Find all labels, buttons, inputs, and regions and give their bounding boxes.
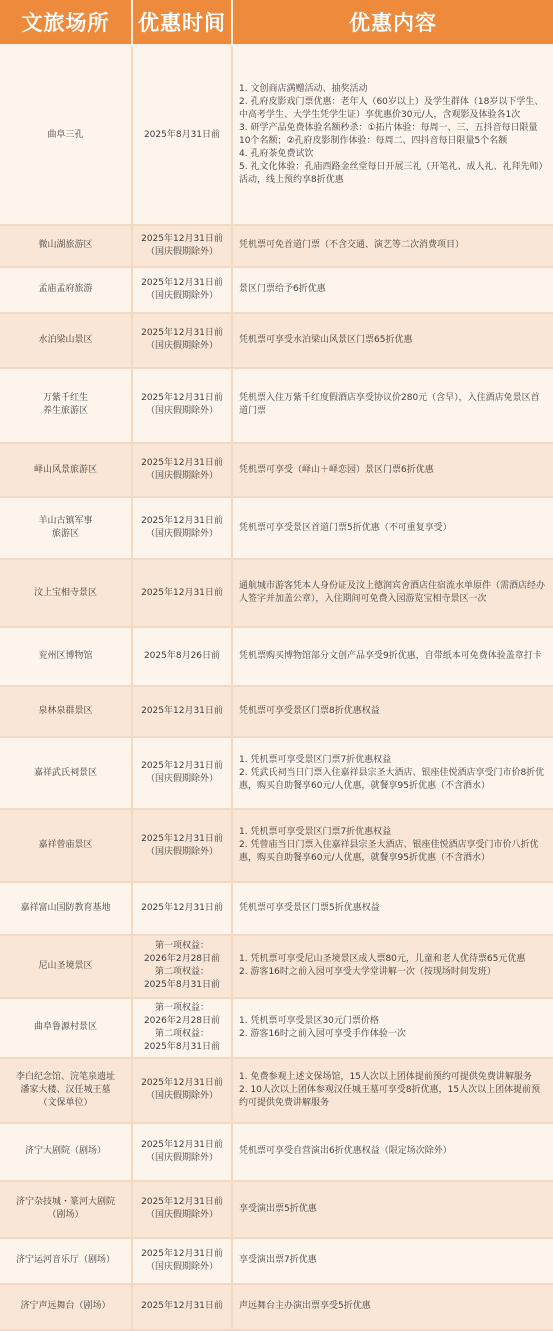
content-text: 2. 游客16时之前入园可享受大学堂讲解一次（按现场时间发班）	[239, 967, 496, 978]
content-text: 凭机票入住万紫千红度假酒店享受协议价280元（含早），入住酒店免景区首道门票	[239, 393, 540, 417]
time-text: （国庆假期除外）	[145, 774, 218, 785]
venue-text: （文保单位）	[38, 1097, 93, 1108]
content-text: 凭机票购买博物馆部分文创产品享受9折优惠，自带纸本可免费体验盖章打卡	[239, 651, 542, 662]
time-text: （国庆假期除外）	[145, 529, 218, 540]
content-text: 1. 文创商店满赠活动、抽奖活动	[239, 84, 368, 95]
venue-text: 水泊梁山景区	[38, 334, 93, 345]
time-text: 2025年12月31日前	[141, 1248, 223, 1259]
time-text: 2025年8月26日前	[143, 651, 221, 662]
venue-text: 孟庙孟府旅游	[38, 284, 93, 295]
venue-cell	[0, 935, 132, 999]
time-text: 2025年12月31日前	[141, 1197, 223, 1208]
content-cell	[232, 882, 553, 935]
table-row	[0, 1238, 553, 1284]
content-text: 2. 孔府皮影戏门票优惠：老年人（60岁以上）及学生群体（18岁以下学生、中高考学生、大学生凭学生证）享优惠价30元/人，含观影及体验各1次	[239, 97, 544, 121]
content-cell	[232, 497, 553, 559]
table-row	[0, 225, 553, 267]
content-cell	[232, 809, 553, 881]
venue-text: 李白纪念馆、浣笔泉遗址	[15, 1071, 115, 1082]
venue-text: 曲阜三孔	[47, 129, 84, 140]
time-cell	[132, 935, 232, 999]
venue-cell	[0, 1238, 132, 1284]
venue-text: 嘉祥曾庙景区	[38, 840, 93, 851]
venue-cell	[0, 45, 132, 225]
time-cell	[132, 443, 232, 498]
content-text: 凭机票可享受自营演出6折优惠权益（限定场次除外）	[239, 1146, 452, 1157]
venue-cell	[0, 368, 132, 443]
venue-text: 旅游区	[51, 529, 79, 540]
table-row	[0, 443, 553, 498]
content-text: 景区门票给予6折优惠	[239, 284, 326, 295]
table-row	[0, 1058, 553, 1124]
time-text: 2025年8月31日前	[143, 129, 221, 140]
time-cell	[132, 225, 232, 267]
venue-cell	[0, 313, 132, 368]
table-row	[0, 998, 553, 1057]
time-cell	[132, 497, 232, 559]
table-row	[0, 935, 553, 999]
venue-text: 济宁大剧院（剧场）	[24, 1146, 106, 1157]
time-text: （国庆假期除外）	[145, 1210, 218, 1221]
venue-cell	[0, 1284, 132, 1330]
content-text: 1. 凭机票可享受景区30元门票价格	[239, 1015, 379, 1026]
time-cell	[132, 1284, 232, 1330]
time-text: （国庆假期除外）	[145, 1261, 218, 1272]
time-text: 2025年12月31日前	[141, 1301, 223, 1312]
table-row	[0, 1123, 553, 1180]
time-cell	[132, 559, 232, 627]
table-row	[0, 313, 553, 368]
time-text: 2025年12月31日前	[141, 833, 223, 844]
venue-cell	[0, 998, 132, 1057]
time-text: 2025年12月31日前	[141, 1078, 223, 1089]
content-text: 2. 凭曾庙当日门票入住嘉祥县宗圣大酒店、银座佳悦酒店享受门市价八折优惠，购买自助餐享60元/人优惠，就餐享95折优惠（不含酒水）	[239, 840, 539, 864]
venue-text: 潘家大楼、汉任城王墓	[20, 1084, 111, 1095]
venue-text: 济宁运河音乐厅（剧场）	[15, 1255, 115, 1266]
time-text: 第二项权益：	[154, 967, 209, 978]
venue-cell	[0, 686, 132, 737]
time-text: 2025年8月31日前	[143, 980, 221, 991]
venue-text: 泉林泉群景区	[38, 706, 93, 717]
time-cell	[132, 809, 232, 881]
venue-cell	[0, 809, 132, 881]
time-cell	[132, 737, 232, 809]
content-cell	[232, 1123, 553, 1180]
table-row	[0, 737, 553, 809]
time-text: 2025年12月31日前	[141, 393, 223, 404]
content-cell	[232, 1058, 553, 1124]
time-text: 第一项权益：	[154, 1002, 209, 1013]
time-text: 2026年2月28日前	[143, 1015, 221, 1026]
time-cell	[132, 627, 232, 686]
time-text: 2025年8月31日前	[143, 1041, 221, 1052]
venue-cell	[0, 1123, 132, 1180]
time-text: 第二项权益：	[154, 1028, 209, 1039]
content-text: 享受演出票7折优惠	[239, 1255, 317, 1266]
content-text: 享受演出票5折优惠	[239, 1203, 317, 1214]
table-row	[0, 45, 553, 225]
venue-cell	[0, 737, 132, 809]
content-text: 凭机票可免首道门票（不含交通、演艺等二次消费项目）	[239, 240, 465, 251]
time-cell	[132, 313, 232, 368]
time-text: （国庆假期除外）	[145, 290, 218, 301]
time-text: （国庆假期除外）	[145, 846, 218, 857]
content-text: 凭机票可享受水泊梁山风景区门票65折优惠	[239, 334, 413, 345]
content-text: 1. 凭机票可享受尼山圣境景区成人票80元，儿童和老人优待票65元优惠	[239, 954, 526, 965]
venue-text: 峄山风景旅游区	[33, 464, 97, 475]
content-text: 2. 10人次以上团体参观汉任城王墓可享受8折优惠，15人次以上团体提前预约可提供免费讲解服务	[239, 1084, 541, 1108]
header-venue: 文旅场所	[0, 0, 132, 45]
header-time: 优惠时间	[132, 0, 232, 45]
time-text: 2025年12月31日前	[141, 233, 223, 244]
table-row	[0, 497, 553, 559]
content-cell	[232, 45, 553, 225]
table-row	[0, 882, 553, 935]
table-row	[0, 368, 553, 443]
content-text: 2. 游客16时之前入园可享受手作体验一次	[239, 1028, 406, 1039]
venue-cell	[0, 225, 132, 267]
venue-cell	[0, 267, 132, 313]
table-row	[0, 559, 553, 627]
time-text: 2025年12月31日前	[141, 328, 223, 339]
table-row	[0, 809, 553, 881]
venue-cell	[0, 1058, 132, 1124]
content-cell	[232, 313, 553, 368]
content-text: 凭机票可享受景区门票8折优惠权益	[239, 706, 380, 717]
content-text: 凭机票可享受（峄山＋峄恋园）景区门票6折优惠	[239, 464, 434, 475]
time-text: 2025年12月31日前	[141, 1139, 223, 1150]
time-text: （国庆假期除外）	[145, 341, 218, 352]
time-cell	[132, 267, 232, 313]
time-text: （国庆假期除外）	[145, 1152, 218, 1163]
header-content: 优惠内容	[232, 0, 553, 45]
content-text: 1. 凭机票可享受景区门票7折优惠权益	[239, 754, 392, 765]
content-text: 3. 研学产品免费体验名额秒杀：①拓片体验：每周一、三、五抖音每日限量10个名额；②孔府皮影制作体验：每周二、四抖音每日限量5个名额	[239, 123, 538, 147]
content-text: 2. 凭武氏祠当日门票入住嘉祥县宗圣大酒店、银座佳悦酒店享受门市价8折优惠，购买自助餐享60元/人优惠，就餐享95折优惠（不含酒水）	[239, 767, 545, 791]
time-text: （国庆假期除外）	[145, 1091, 218, 1102]
content-cell	[232, 1181, 553, 1238]
table-row	[0, 1284, 553, 1330]
venue-text: 济宁杂技城・篆河大剧院	[15, 1197, 115, 1208]
venue-text: 羊山古镇军事	[38, 516, 93, 527]
venue-text: 济宁声远舞台（剧场）	[20, 1301, 111, 1312]
time-text: 2025年12月31日前	[141, 516, 223, 527]
venue-cell	[0, 559, 132, 627]
time-cell	[132, 686, 232, 737]
content-text: 凭机票可享受景区门票5折优惠权益	[239, 902, 380, 913]
content-cell	[232, 368, 553, 443]
time-cell	[132, 998, 232, 1057]
content-cell	[232, 686, 553, 737]
time-text: 2025年12月31日前	[141, 587, 223, 598]
content-text: 声远舞台主办演出票享受5折优惠	[239, 1301, 371, 1312]
table-row	[0, 686, 553, 737]
time-text: （国庆假期除外）	[145, 246, 218, 257]
venue-cell	[0, 882, 132, 935]
content-text: 凭机票可享受景区首道门票5折优惠（不可重复享受）	[239, 522, 452, 533]
table-row	[0, 267, 553, 313]
time-cell	[132, 1058, 232, 1124]
content-cell	[232, 998, 553, 1057]
venue-cell	[0, 627, 132, 686]
time-text: 2025年12月31日前	[141, 706, 223, 717]
venue-text: 汶上宝相寺景区	[33, 587, 97, 598]
venue-cell	[0, 497, 132, 559]
content-cell	[232, 267, 553, 313]
venue-text: 兖州区博物馆	[38, 651, 93, 662]
content-text: 1. 免费参观上述文保场馆，15人次以上团体提前预约可提供免费讲解服务	[239, 1071, 532, 1082]
content-cell	[232, 737, 553, 809]
content-cell	[232, 443, 553, 498]
content-cell	[232, 559, 553, 627]
time-text: 2025年12月31日前	[141, 902, 223, 913]
venue-cell	[0, 1181, 132, 1238]
time-text: （国庆假期除外）	[145, 406, 218, 417]
content-cell	[232, 1238, 553, 1284]
venue-text: 养生旅游区	[42, 406, 88, 417]
venue-text: 嘉祥武氏祠景区	[33, 767, 97, 778]
content-cell	[232, 225, 553, 267]
venue-cell	[0, 443, 132, 498]
content-text: 通航城市游客凭本人身份证及汶上德润宾舍酒店住宿流水单原件（需酒店经办人签字并加盖公章），入住期间可免费入园游览宝相寺景区一次	[239, 581, 546, 604]
time-text: 第一项权益：	[154, 941, 209, 952]
content-text: 5. 礼文化体验：孔庙西路金丝堂每日开展三礼（开笔礼、成人礼、礼拜先师）活动，线上预约享8折优惠	[239, 162, 543, 186]
table-row	[0, 1181, 553, 1238]
time-cell	[132, 1181, 232, 1238]
venue-text: 微山湖旅游区	[38, 240, 93, 251]
table-row	[0, 627, 553, 686]
time-text: 2026年2月28日前	[143, 954, 221, 965]
content-text: 4. 孔府茶免费试饮	[239, 149, 314, 160]
time-cell	[132, 368, 232, 443]
content-text: 1. 凭机票可享受景区门票7折优惠权益	[239, 827, 392, 838]
venue-text: 尼山圣境景区	[38, 960, 93, 971]
time-text: 2025年12月31日前	[141, 277, 223, 288]
header-row	[0, 0, 553, 45]
time-text: （国庆假期除外）	[145, 471, 218, 481]
venue-text: （剧场）	[47, 1210, 84, 1221]
content-cell	[232, 1284, 553, 1330]
time-text: 2025年12月31日前	[141, 458, 223, 468]
time-cell	[132, 45, 232, 225]
time-cell	[132, 1238, 232, 1284]
content-cell	[232, 627, 553, 686]
time-cell	[132, 882, 232, 935]
time-cell	[132, 1123, 232, 1180]
venue-text: 曲阜鲁源村景区	[33, 1022, 97, 1033]
content-cell	[232, 935, 553, 999]
venue-text: 万紫千红生	[42, 393, 88, 404]
venue-text: 嘉祥富山国防教育基地	[20, 902, 111, 913]
time-text: 2025年12月31日前	[141, 761, 223, 772]
